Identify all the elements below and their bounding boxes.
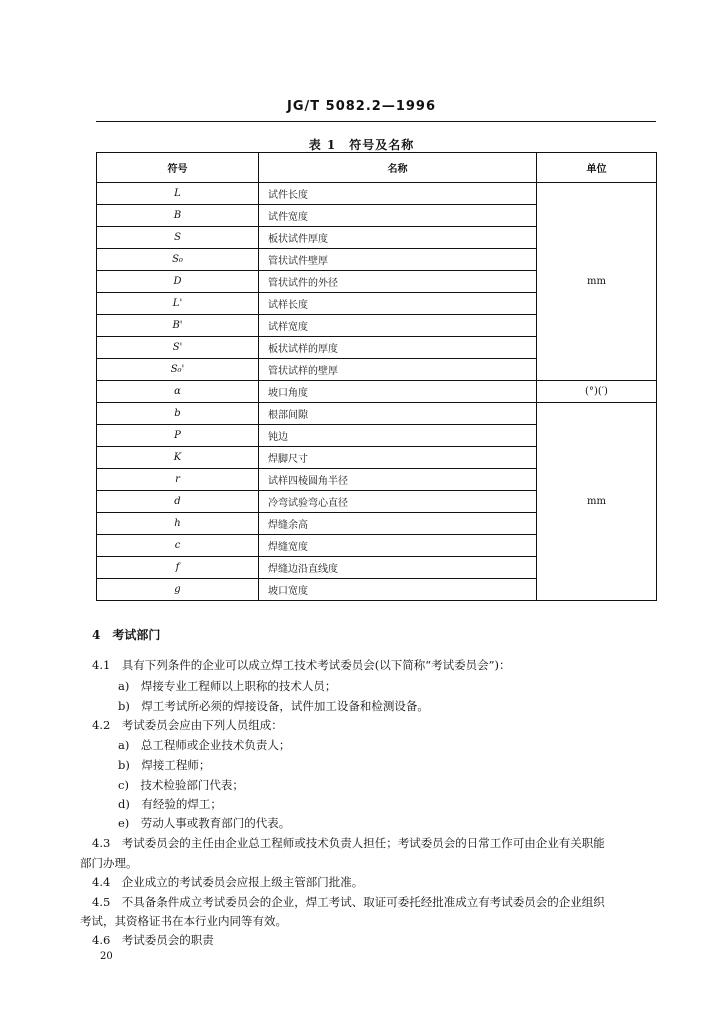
- section-title: 4 考试部门: [92, 628, 161, 642]
- symbol-cell: S': [97, 337, 259, 359]
- name-cell: 根部间隙: [259, 403, 537, 425]
- name-cell: 管状试件壁厚: [259, 249, 537, 271]
- clause-4-2-b: b) 焊接工程师；: [118, 758, 211, 772]
- table-row: [97, 381, 657, 403]
- name-cell: 板状试样的厚度: [259, 337, 537, 359]
- clause-4-5-continued: 考试，其资格证书在本行业内同等有效。: [80, 914, 287, 928]
- name-cell: 焊缝余高: [259, 513, 537, 535]
- symbol-cell: b: [97, 403, 259, 425]
- unit-cell: mm: [537, 403, 657, 601]
- column-header-unit: 单位: [537, 153, 657, 183]
- standard-code-header: JG/T 5082.2—1996: [287, 99, 436, 114]
- table-row: [97, 183, 657, 205]
- symbol-cell: D: [97, 271, 259, 293]
- name-cell: 焊脚尺寸: [259, 447, 537, 469]
- symbol-cell: d: [97, 491, 259, 513]
- clause-4-2-d: d) 有经验的焊工；: [118, 797, 222, 811]
- symbol-cell: K: [97, 447, 259, 469]
- symbol-cell: h: [97, 513, 259, 535]
- clause-4-3-continued: 部门办理。: [80, 856, 138, 870]
- name-cell: 焊缝边沿直线度: [259, 557, 537, 579]
- name-cell: 钝边: [259, 425, 537, 447]
- clause-4-2-a: a) 总工程师或企业技术负责人；: [118, 738, 291, 752]
- symbol-cell: r: [97, 469, 259, 491]
- name-cell: 试件长度: [259, 183, 537, 205]
- table-title: 表 1 符号及名称: [308, 138, 415, 152]
- symbol-cell: L': [97, 293, 259, 315]
- symbol-cell: g: [97, 579, 259, 601]
- symbol-cell: c: [97, 535, 259, 557]
- name-cell: 试件宽度: [259, 205, 537, 227]
- name-cell: 焊缝宽度: [259, 535, 537, 557]
- clause-4-4: 4.4 企业成立的考试委员会应报上级主管部门批准。: [92, 875, 364, 889]
- name-cell: 试样宽度: [259, 315, 537, 337]
- symbol-cell: S₀: [97, 249, 259, 271]
- clause-4-1-b: b) 焊工考试所必须的焊接设备，试件加工设备和检测设备。: [118, 699, 429, 713]
- symbol-cell: S: [97, 227, 259, 249]
- table-row: [97, 403, 657, 425]
- symbol-cell: f: [97, 557, 259, 579]
- unit-cell: mm: [537, 183, 657, 381]
- column-header-name: 名称: [259, 153, 537, 183]
- name-cell: 冷弯试验弯心直径: [259, 491, 537, 513]
- symbol-cell: α: [97, 381, 259, 403]
- name-cell: 试样四棱圆角半径: [259, 469, 537, 491]
- symbol-cell: L: [97, 183, 259, 205]
- clause-4-3: 4.3 考试委员会的主任由企业总工程师或技术负责人担任；考试委员会的日常工作可由企业有关职能: [92, 836, 605, 850]
- unit-cell: (°)(′): [537, 381, 657, 403]
- clause-4-1: 4.1 具有下列条件的企业可以成立焊工技术考试委员会(以下简称“考试委员会”)：: [92, 658, 511, 672]
- name-cell: 坡口宽度: [259, 579, 537, 601]
- symbol-cell: P: [97, 425, 259, 447]
- symbol-table: [96, 152, 657, 601]
- name-cell: 板状试件厚度: [259, 227, 537, 249]
- clause-4-6: 4.6 考试委员会的职责: [92, 933, 214, 947]
- symbol-cell: B': [97, 315, 259, 337]
- clause-4-5: 4.5 不具备条件成立考试委员会的企业，焊工考试、取证可委托经批准成立有考试委员会的企业组织: [92, 895, 605, 909]
- header-rule: [96, 121, 656, 122]
- clause-4-1-a: a) 焊接专业工程师以上职称的技术人员；: [118, 679, 337, 693]
- clause-4-2-e: e) 劳动人事或教育部门的代表。: [118, 816, 291, 830]
- name-cell: 坡口角度: [259, 381, 537, 403]
- symbol-cell: B: [97, 205, 259, 227]
- name-cell: 管状试件的外径: [259, 271, 537, 293]
- page-number: 20: [100, 951, 113, 962]
- name-cell: 管状试样的壁厚: [259, 359, 537, 381]
- clause-4-2-c: c) 技术检验部门代表；: [118, 778, 244, 792]
- symbol-cell: S₀': [97, 359, 259, 381]
- clause-4-2: 4.2 考试委员会应由下列人员组成：: [92, 718, 283, 732]
- column-header-symbol: 符号: [97, 153, 259, 183]
- name-cell: 试样长度: [259, 293, 537, 315]
